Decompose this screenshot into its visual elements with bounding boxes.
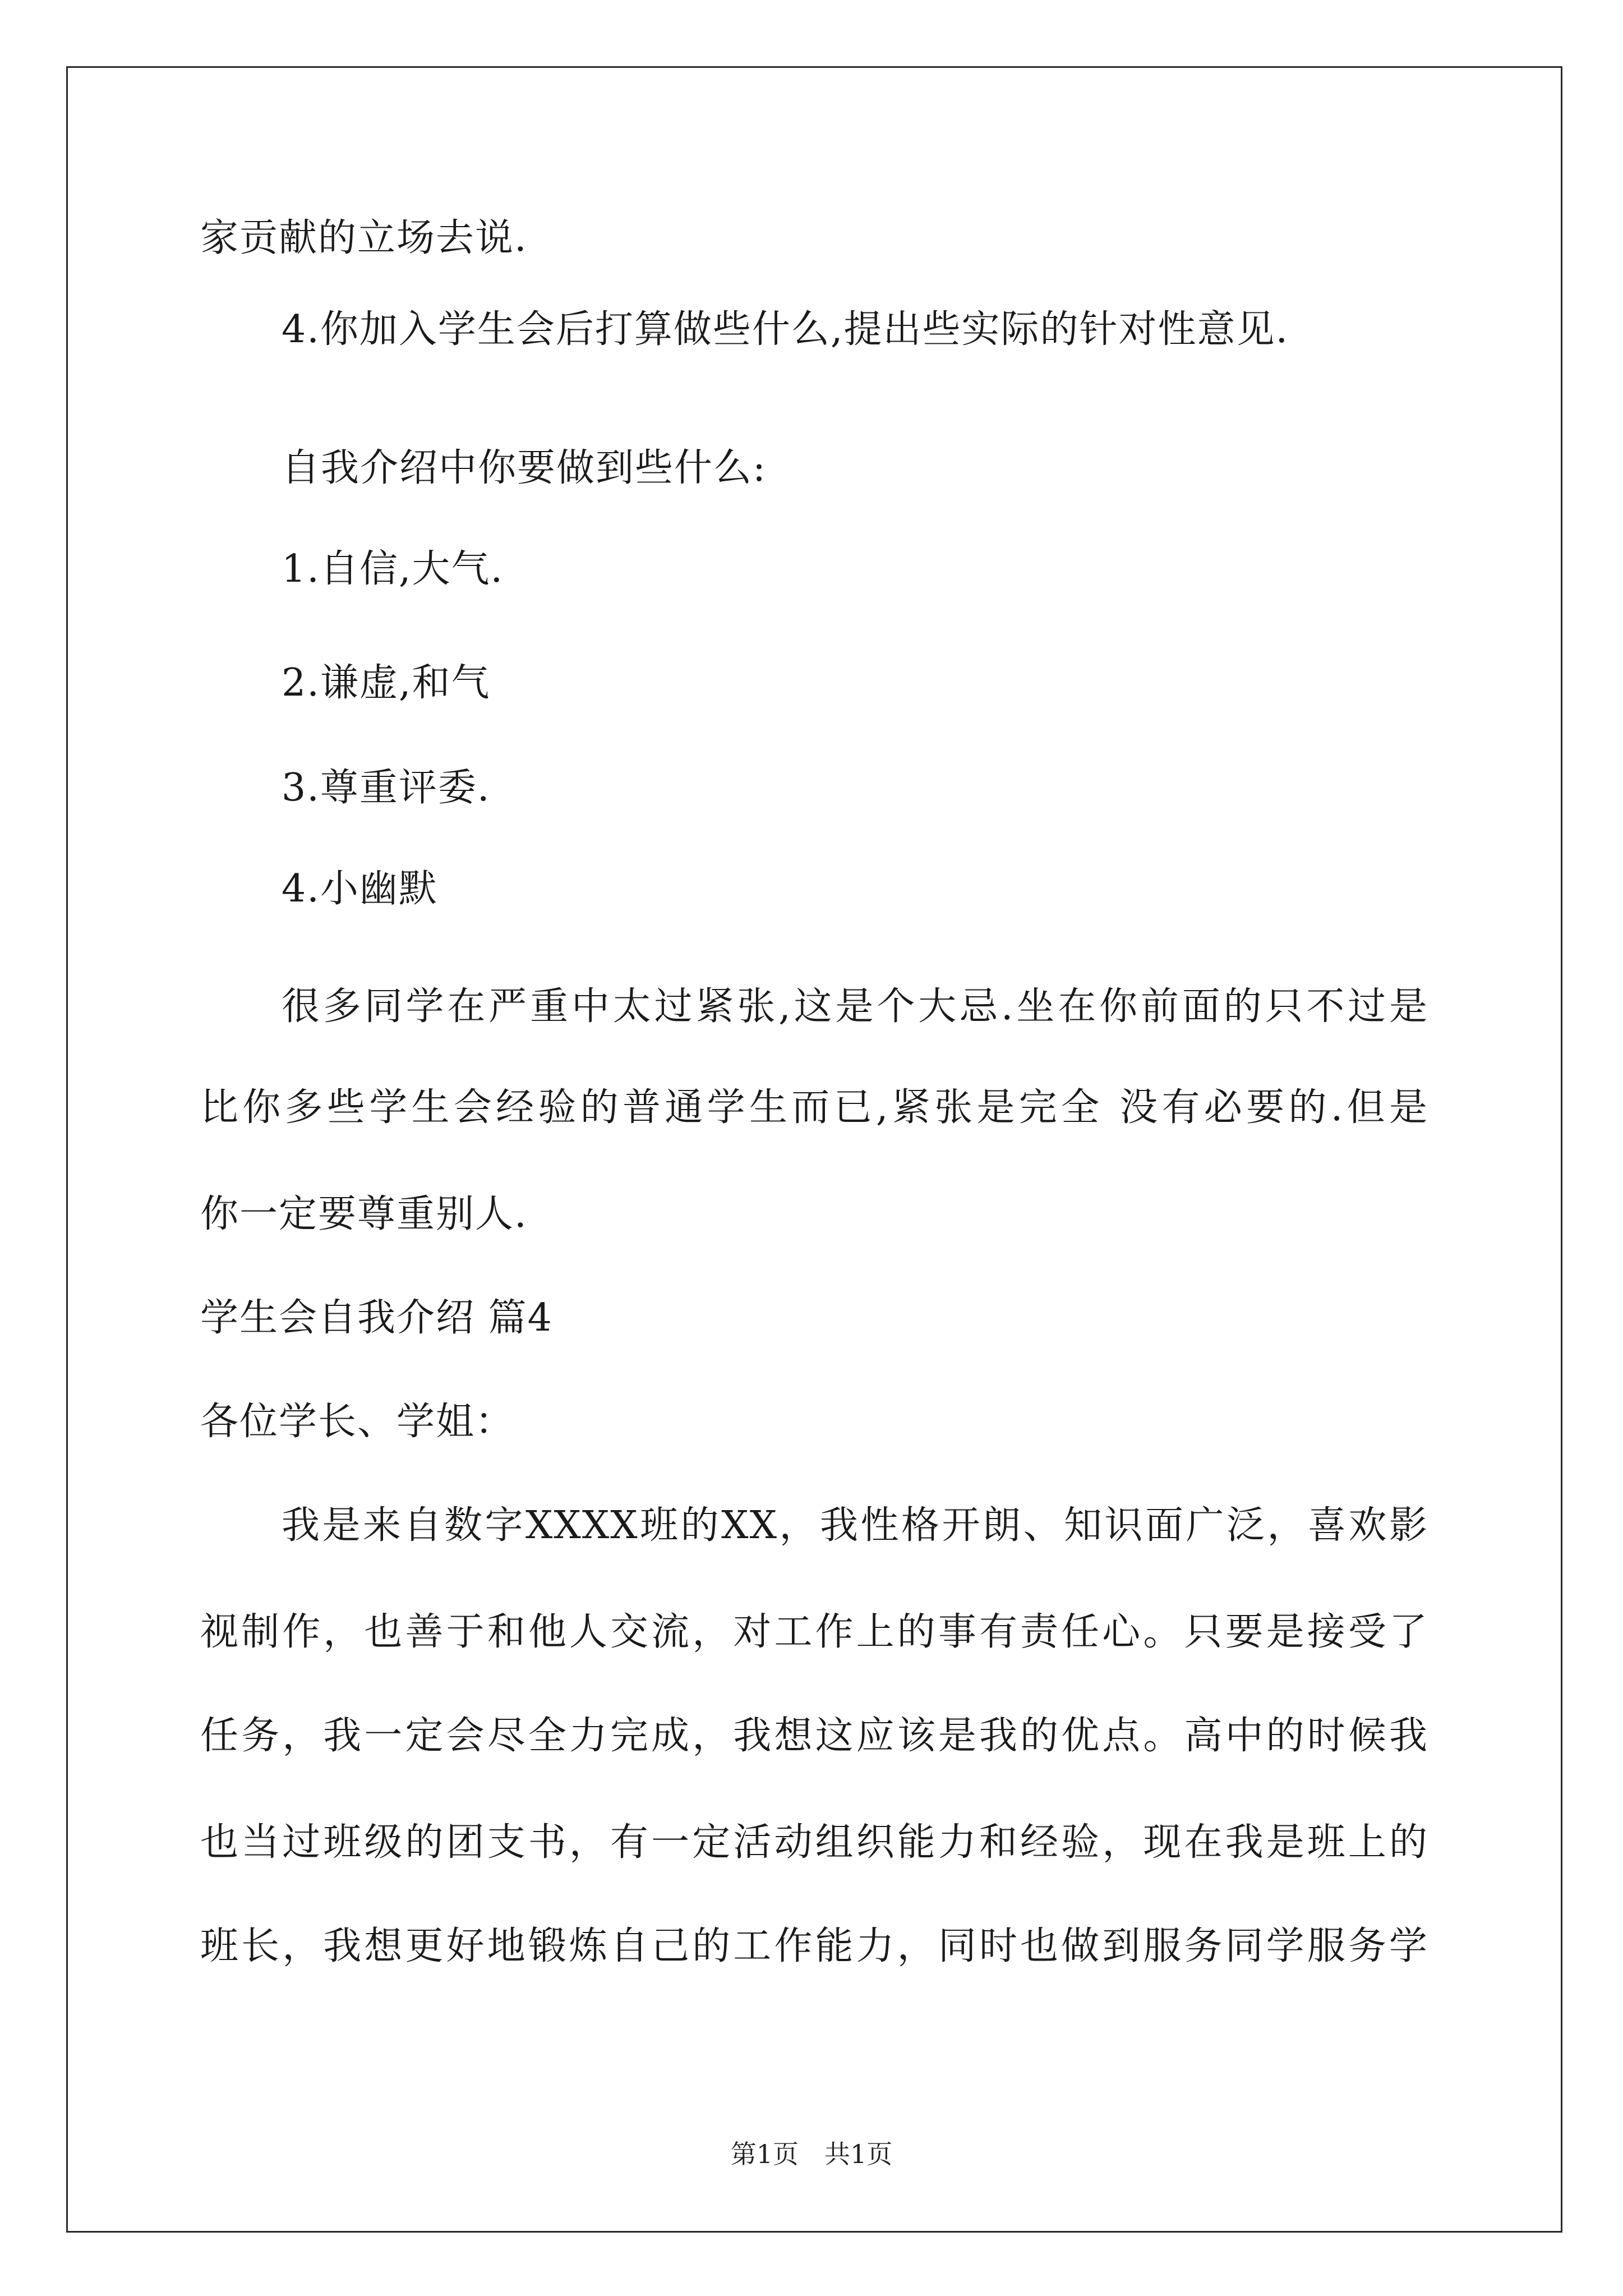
text-line-8: 很多同学在严重中太过紧张,这是个大忌.坐在你前面的只不过是 bbox=[282, 984, 1428, 1029]
text-line-5: 2.谦虚,和气 bbox=[282, 661, 491, 705]
page-number-footer: 第1页 共1页 bbox=[730, 2139, 893, 2169]
page-border bbox=[66, 66, 1562, 2233]
text-line-4: 1.自信,大气. bbox=[282, 547, 504, 591]
text-line-9: 比你多些学生会经验的普通学生而已,紧张是完全 没有必要的.但是 bbox=[200, 1085, 1428, 1130]
text-line-10: 你一定要尊重别人. bbox=[200, 1192, 528, 1236]
text-line-3: 自我介绍中你要做到些什么: bbox=[282, 446, 767, 490]
text-line-14: 视制作，也善于和他人交流，对工作上的事有责任心。只要是接受了 bbox=[200, 1610, 1428, 1654]
text-line-13: 我是来自数字XXXX班的XX，我性格开朗、知识面广泛，喜欢影 bbox=[282, 1503, 1428, 1548]
salutation: 各位学长、学姐： bbox=[200, 1400, 515, 1444]
text-line-1: 家贡献的立场去说. bbox=[200, 216, 528, 260]
text-line-16: 也当过班级的团支书，有一定活动组织能力和经验，现在我是班上的 bbox=[200, 1820, 1428, 1865]
text-line-7: 4.小幽默 bbox=[282, 867, 438, 911]
text-line-6: 3.尊重评委. bbox=[282, 766, 491, 810]
text-line-15: 任务，我一定会尽全力完成，我想这应该是我的优点。高中的时候我 bbox=[200, 1714, 1428, 1758]
text-line-2: 4.你加入学生会后打算做些什么,提出些实际的针对性意见. bbox=[282, 307, 1289, 352]
section-heading: 学生会自我介绍 篇4 bbox=[200, 1296, 553, 1340]
text-line-17: 班长，我想更好地锻炼自己的工作能力，同时也做到服务同学服务学 bbox=[200, 1924, 1428, 1968]
